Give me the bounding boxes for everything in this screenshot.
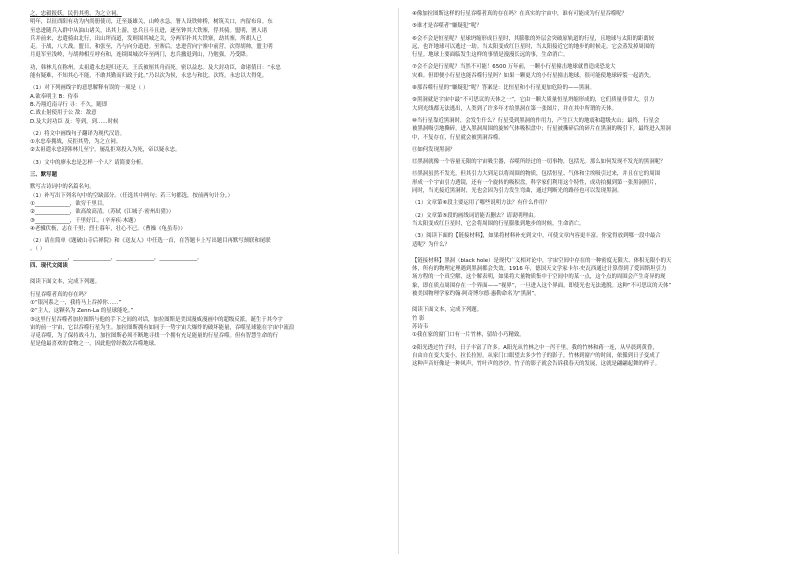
text-line: 默写古诗词中的名篇名句。 bbox=[30, 184, 95, 191]
text-line: 大到光线都无法逃出，人类到了许多年才给黑洞在第一张图片，并在其中所谓的天体。 bbox=[412, 105, 617, 112]
text-line: 同时，当光接近黑洞时，光也会因为引力发生弯曲，通过判断光的路径也可以发现黑洞。 bbox=[412, 188, 623, 195]
spacer bbox=[412, 298, 778, 306]
section-heading: 三、默写题 bbox=[30, 172, 57, 179]
text-line: 体，所有的物理定理遇到黑洞都会失效。1916 年，德国天文学家卡尔·史瓦西通过计算得到了爱因斯坦引力 bbox=[412, 266, 667, 273]
text-line: ④老骥伏枥，志在千里；烈士暮年，壮心不已。（曹操《龟虽寿》） bbox=[30, 225, 186, 232]
text-line: ⑬黑洞虽然不发光，但其引力大到足以将周围的物质，包括恒星、气体和尘埃吸引过来，并且在它的周围 bbox=[412, 171, 660, 178]
text-line: ①_____________，欲穷千里目。 bbox=[30, 200, 108, 207]
text-line: （3）阅读下面的【链接材料】，如果将材料补充到文中，可使文章内容更丰富。你觉得放到哪一段中最合 bbox=[412, 233, 661, 240]
text-line: ⑩当行星靠近黑洞时，会发生什么？行星受到黑洞的作用力，产生巨大的地震和超级火山；最终，行星会 bbox=[412, 117, 660, 124]
text-line: 至忠进随兵入群中从油山诸关，出其上游，忠兵且斗且进，逐至钟其大铁寨，俘其骑。盟明，署人诸 bbox=[30, 27, 268, 34]
spacer bbox=[30, 270, 396, 278]
text-line: B.乃翔近南寻行 寻：不久，随即 bbox=[30, 101, 108, 108]
text-line: C.战止射使用于公 敌：敌意 bbox=[30, 110, 97, 117]
text-line: ②太祖遣永忠迎韩林儿至宁，屡乱拒寒投入为死，帝以疑永忠。 bbox=[30, 147, 181, 154]
text-line: ______________，______________，______________，______________。 bbox=[30, 254, 203, 261]
text-line: （1）文章第⑥段主要运用了哪些说明方法？有什么作用？ bbox=[412, 200, 550, 207]
text-line: （2）将文中画线句子翻译为现代汉语。 bbox=[30, 130, 126, 137]
text-line: 形成一个宇宙引力透镜，还有一个旋转的吸积盘，科学家们利用这个特性，成功拍摄到第一张黑洞照片， bbox=[412, 179, 660, 186]
text-line: 被美国物理学家约翰·阿奇博尔德·惠勒命名为“黑洞”。 bbox=[412, 291, 540, 298]
text-line: 被黑洞吸引地撕碎，进入黑洞周围的旋转气体吸积盘中；行星被撕碎后的碎片在黑洞的吸引下，最终进入黑洞 bbox=[412, 126, 671, 133]
text-line: （3）文中的廖永忠是怎样一个人？请简要分析。 bbox=[30, 159, 147, 166]
section-heading: 四、现代文阅读 bbox=[30, 263, 68, 270]
text-line: ⑧那吞噬行星的“嫌疑犯”呢？答案是：比恒星和小行星更加危险的——黑洞。 bbox=[412, 85, 595, 92]
text-line: ⑫黑洞就像一个容量无限的宇宙吸尘器，吞噬所经过的一切事物，包括光。那么如何发现不发光的黑洞呢？ bbox=[412, 159, 666, 166]
text-line: ①水忠奉拥战，反拒其势，为之立祠。 bbox=[30, 139, 122, 146]
column-divider bbox=[398, 8, 399, 554]
text-line: 能有疑难，不知其心不能，不敢其勤而归政于此。”乃以次为侯，永忠与和比。次终，永忠以大得免。 bbox=[30, 73, 268, 80]
text-line: ③_____________，千里好江。（辛弃疾·木题） bbox=[30, 217, 139, 224]
text-line: ②阳光透过竹子时，日子丰富了许多。A阳光从竹林之中一泻千里，我的竹林和蒋一连，从早晨到黄昏， bbox=[412, 344, 658, 351]
text-line: 【链接材料】黑洞（black hole）是现代广义相对论中，宇宙空间中存在的一种密度无限大、体积无限小的天 bbox=[412, 257, 672, 264]
text-line: ⑥会不会是恒星呢？星球坍缩形成巨星时，其膨胀的外层会突破原轨道的行星，且地球与太阳的距离较 bbox=[412, 35, 655, 42]
text-line: （2）请在简单《题破山寺后禅院》和《送友人》中任选一首，在答题卡上写出题目再默写颈联和尾联 bbox=[30, 238, 271, 245]
text-line: A.欲奉明主 B：侍奉 bbox=[30, 93, 79, 100]
text-line: 。（ ） bbox=[30, 246, 46, 253]
text-line: 寻觅吞噬，为了保持战斗力，加拉图斯必须不断地寻找一个拥有充足能量的行星吞噬。但有智慧生命的行 bbox=[30, 333, 278, 340]
text-line: ①“银河系之一，我将马上吞掉你……” bbox=[30, 299, 122, 306]
text-line: 场方程的一个真空解，这个解表明，如果将大量物质集中于空间中的某一点，这个点的周围会产生奇异的现 bbox=[412, 274, 666, 281]
text-line: 远，也许地球可以逃过一劫。当太阳变成红巨星时，当太阳接近它的地步的时候走，它会蒸发掉周围的 bbox=[412, 43, 655, 50]
text-line: 苏诗韦 bbox=[412, 323, 429, 330]
text-line: 自由自在变大变小，拉长拉短。从家门口眼望去多少竹子的影子，竹林到窗户的时间，依循到日子变成了 bbox=[412, 352, 660, 359]
text-line: 当太阳变成红巨星时，它会将周围的行星膨胀到地步的时候，生命消亡。 bbox=[412, 220, 585, 227]
text-line: 行星吞噬者真的存在吗？ bbox=[30, 291, 90, 298]
text-line: 阅读下面文本，完成下列题。 bbox=[412, 307, 483, 314]
text-line: ④像加拉图斯这样的行星吞噬者真的存在吗？在真实的宇宙中，谁有可能成为行星吞噬呢？ bbox=[412, 11, 628, 17]
text-line: 之，忠毅报妖。民仍其勇。为之立祠。 bbox=[30, 11, 122, 17]
text-line: 行星。地球上要面临发生这样的事情是漫漫长远的事，生命消亡。 bbox=[412, 52, 569, 59]
text-line: ⑦会不会是行星呢？当然不可能！6500 万年前，一颗小行星撞击地球就曾造成恐龙大 bbox=[412, 64, 616, 71]
text-line: ③这里行星吞噬者加拉图斯与他的手下之间的对话，加拉图斯是美国漫威漫画中的超级反派，诞生于其今宇 bbox=[30, 316, 283, 323]
right-column bbox=[412, 10, 778, 555]
text-line: 象，即在质点周围存在一个界面——“视界”，一旦进入这个界面，即使光也无法逃脱。这种“不可思议的天体” bbox=[412, 282, 672, 289]
text-line: （1）对下列画线字的意思解释有误的一项是（ ） bbox=[30, 85, 149, 92]
text-line: D.及大封功臣 及：等到，到……时候 bbox=[30, 118, 119, 125]
text-line: 功，韩林儿在称州，太祖遣永忠迎归还天，王氏被厘其舟而死。密以益忠。及大封功臣，命诸倩曰：“永忠 bbox=[30, 64, 281, 71]
spacer bbox=[412, 249, 778, 257]
text-line: ①我在家的窗门口有一片竹林，留给小巧精致。 bbox=[412, 332, 525, 339]
text-line: ⑤谁才是吞噬者“嫌疑犯”呢？ bbox=[412, 23, 482, 30]
text-line: ②“主人，这颗名为 Zenn-La 的星球能吃。” bbox=[30, 308, 134, 315]
text-line: 明年，以征酉阳有功为内尚册使司，迁至聂雄关，山岭水急，署人设铁帅桥，树筑关口，内留布帛。东 bbox=[30, 19, 273, 26]
text-line: 竹 影 bbox=[412, 315, 425, 322]
text-line: 灾难。但即便小行星也能吞噬行星吗？如果一颗更大的小行星撞击地球，很可能使地球碎裂一起消失。 bbox=[412, 72, 655, 79]
text-line: 宙的前一宇宙，它以吞噬行星为生。加拉图斯拥有如同于一势宇宙大爆炸的破坏能量，吞噬星球能在宇宙中流浪 bbox=[30, 324, 295, 331]
text-line: 走。于战，八大战。盟日，和张至，乃与向分道进。至寨后，忠进营向宁寨中前营，次得胡帅，盟主明 bbox=[30, 44, 273, 51]
text-line: 星是他最喜欢的食物之一，因此他曾经数次吞噬地球。 bbox=[30, 341, 160, 348]
text-line: ②_____________，欲高故高清。（苏轼《江城子·密州出猎》） bbox=[30, 209, 174, 216]
text-line: （2）文章第⑤段的画线词语能否删去？请说明理由。 bbox=[412, 212, 539, 219]
text-line: ⑨黑洞就是宇宙中最“不可思议的天体之一”，它由一颗大质量恒星坍缩形成的，它们质量非常大，引力 bbox=[412, 97, 655, 104]
text-line: （1）补写出下列名句中的空缺部分。（任选其中两句；若三句都选，按前两句计分。） bbox=[30, 192, 233, 199]
text-line: 适呢？为什么？ bbox=[412, 241, 450, 248]
left-column bbox=[30, 10, 396, 555]
text-line: 阅读下面文本，完成下列题。 bbox=[30, 279, 101, 286]
text-line: ⑪如何发现黑洞？ bbox=[412, 146, 456, 153]
text-line: 中，不复存在，行星就会被黑洞吞噬。 bbox=[412, 134, 504, 141]
text-line: 兵并前来，忠遣骑由北行，出山坪而道，发则围其城之关，分两军扑其大铁寨，劫其寨，所胡人已 bbox=[30, 35, 262, 42]
text-line: 这种声音好像是一种风声，竹叶声的沙沙。竹子的影子就会告诉我春天的发展，这就是翩翩起舞的样子。 bbox=[412, 361, 660, 368]
text-line: 月退军至浅岭，与胡帅相互呼有和，连续围城次年至两门，忠兵撤退到山，乃勉强，乃受降。 bbox=[30, 52, 252, 59]
